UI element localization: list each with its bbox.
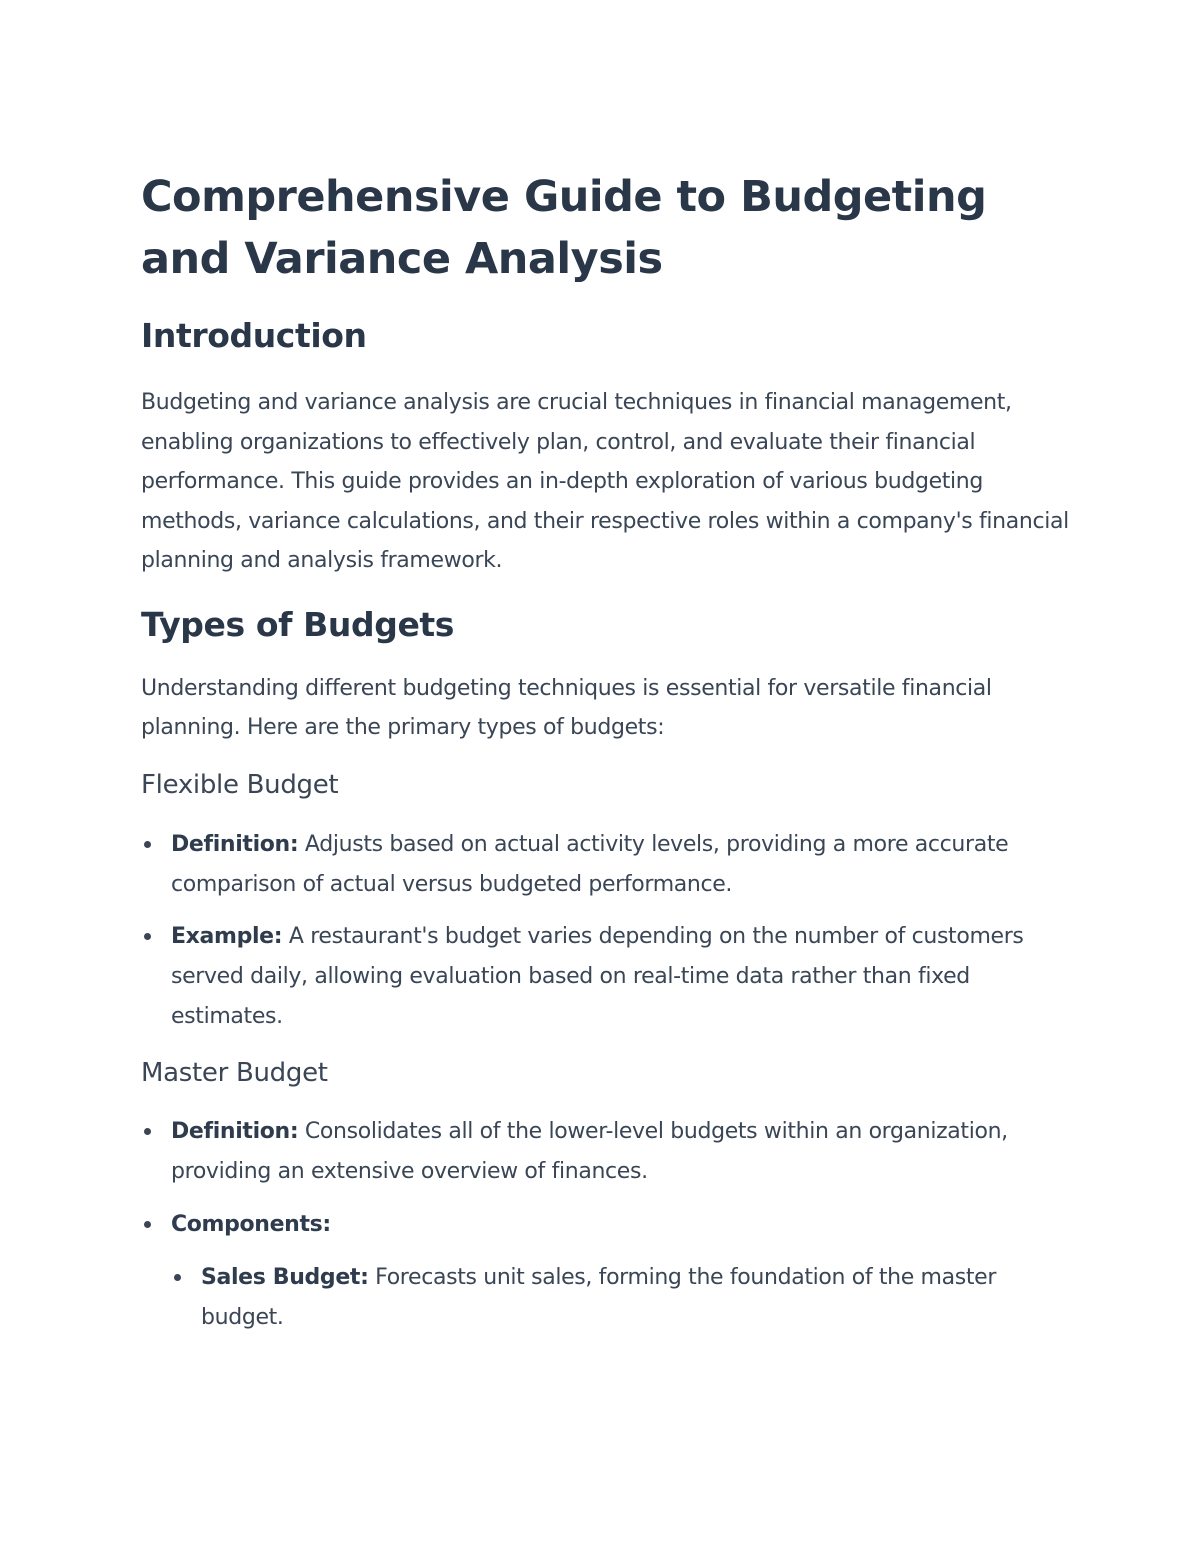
types-of-budgets-heading: Types of Budgets [141, 604, 455, 644]
sublist-item-text: Forecasts unit sales, forming the foundation of the master budget. [201, 1264, 997, 1330]
master-budget-heading: Master Budget [141, 1057, 328, 1088]
introduction-heading: Introduction [141, 316, 367, 355]
types-of-budgets-paragraph: Understanding different budgeting techniques is essential for versatile financial planning. Here are the primary types of budgets: [141, 675, 992, 740]
list-item [141, 825, 1071, 905]
flexible-budget-list [141, 825, 1071, 1037]
document-page [141, 166, 1071, 1338]
list-item-label: Definition: [171, 1118, 299, 1144]
list-item [141, 1205, 1071, 1338]
bullet-icon [174, 1274, 181, 1281]
list-item [141, 917, 1071, 1037]
document-title: Comprehensive Guide to Budgeting and Variance Analysis [141, 172, 987, 284]
components-sublist [171, 1258, 1071, 1338]
list-item-text: Consolidates all of the lower-level budgets within an organization, providing an extensive overview of finances. [171, 1118, 1008, 1184]
list-item-label: Example: [171, 923, 283, 949]
bullet-icon [144, 1221, 151, 1228]
flexible-budget-heading: Flexible Budget [141, 769, 339, 800]
introduction-paragraph: Budgeting and variance analysis are crucial techniques in financial management, enabling organizations to effectively plan, control, and evaluate their financial performance. This guide provides an in-depth exploration of various budgeting methods, variance calculations, and their respective roles within a company's financial planning and analysis framework. [141, 390, 1069, 573]
list-item-text: Adjusts based on actual activity levels, providing a more accurate comparison of actual versus budgeted performance. [171, 831, 1009, 897]
sublist-item [171, 1258, 1071, 1338]
list-item [141, 1112, 1071, 1192]
bullet-icon [144, 1128, 151, 1135]
sublist-item-label: Sales Budget: [201, 1264, 369, 1290]
list-item-text: A restaurant's budget varies depending on the number of customers served daily, allowing evaluation based on real-time data rather than fixed estimates. [171, 923, 1024, 1029]
list-item-label: Definition: [171, 831, 299, 857]
bullet-icon [144, 933, 151, 940]
bullet-icon [144, 841, 151, 848]
master-budget-list [141, 1112, 1071, 1338]
list-item-label: Components: [171, 1211, 331, 1237]
